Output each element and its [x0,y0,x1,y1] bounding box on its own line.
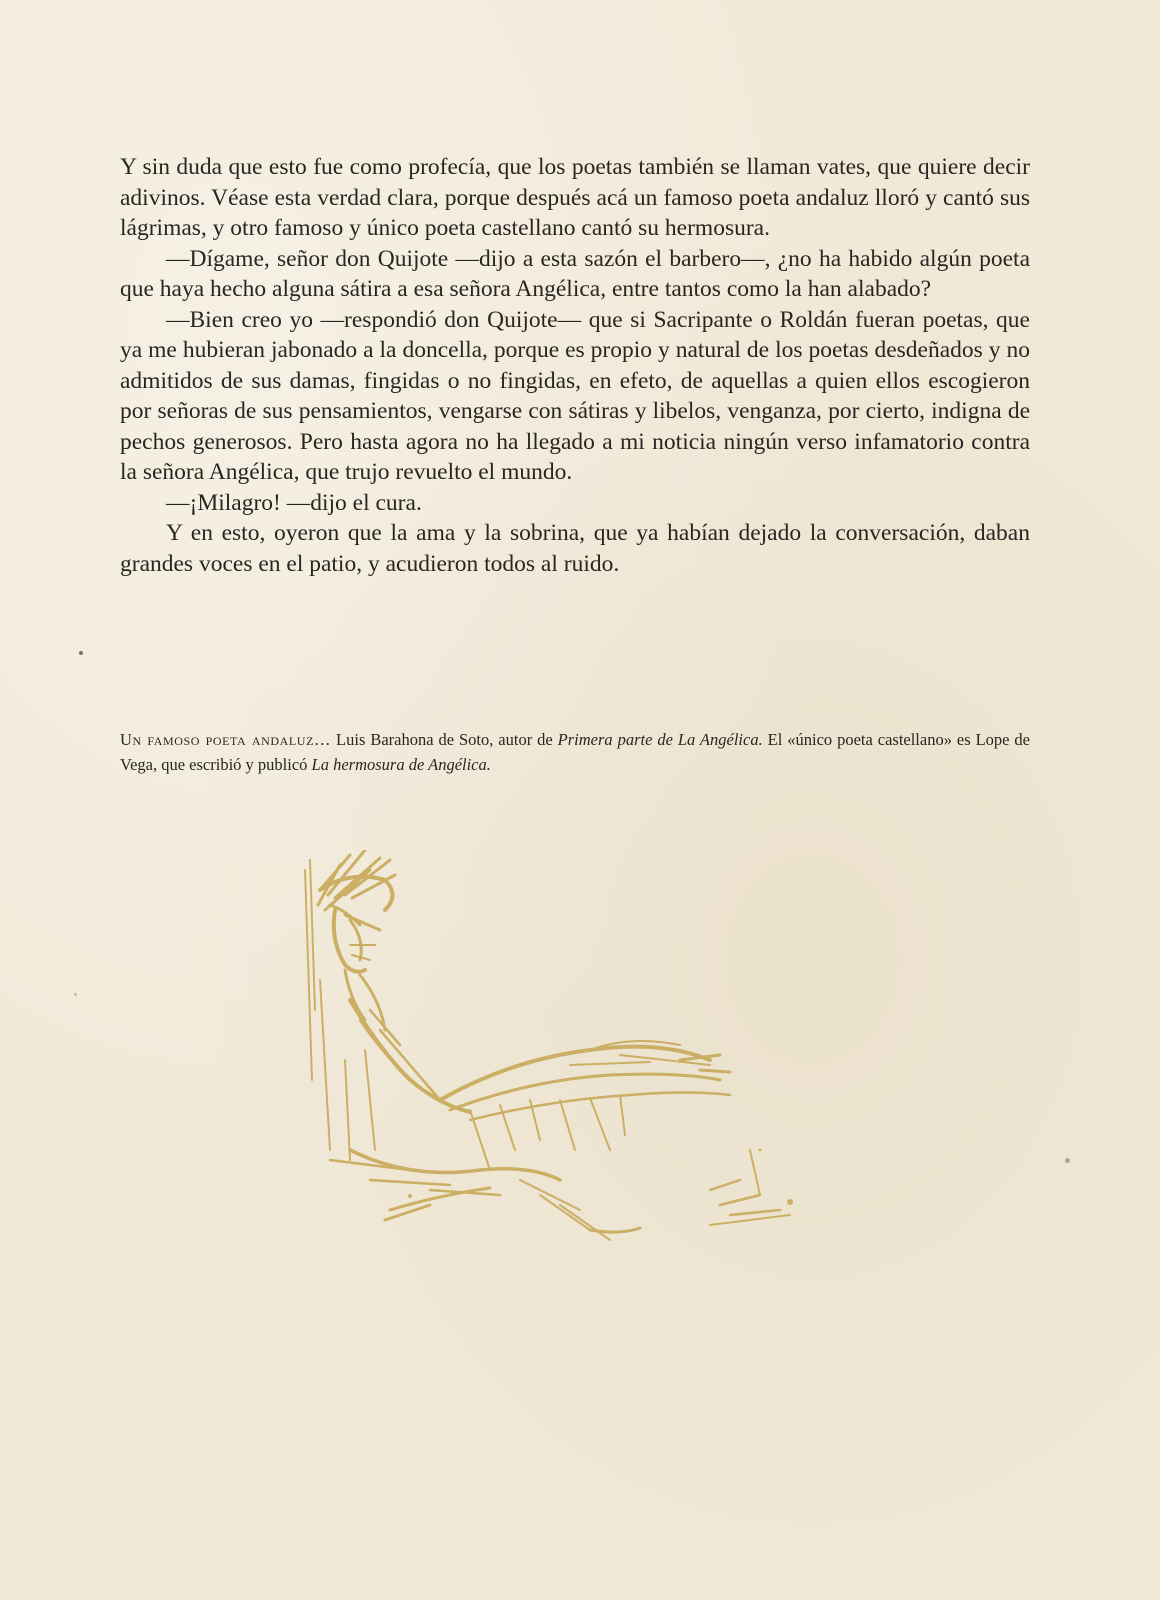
footnote-title-1: Primera parte de La Angélica. [557,730,763,749]
paragraph-1: Y sin duda que esto fue como profecía, que los poetas también se llaman vates, que quiere decir adivinos. Véase esta verdad clara, porque después acá un famoso poeta andaluz lloró y cantó sus lágrimas, y otro famoso y único poeta castellano cantó su hermosura. [120,154,1030,241]
paragraph-5: Y en esto, oyeron que la ama y la sobrina, que ya habían dejado la conversación, daban grandes voces en el patio, y acudieron todos al ruido. [120,520,1030,577]
paper-speck [74,993,77,996]
footnote-lemma: Un famoso poeta andaluz… [120,730,332,749]
footnote-text-2: El «único poeta castellano» es Lope de Vega, que escribió y publicó [120,730,1030,774]
footnote-text-1: Luis Barahona de Soto, autor de [331,730,558,749]
footnote-title-2: La hermosura de Angélica. [311,755,491,774]
paper-speck [1065,1158,1070,1163]
body-text [120,152,1030,579]
paper-speck [79,651,83,655]
footnote [120,727,1030,777]
gold-sketch-illustration [290,850,830,1270]
paragraph-4: —¡Milagro! —dijo el cura. [166,489,422,516]
paragraph-3: —Bien creo yo —respondió don Quijote— que si Sacripante o Roldán fueran poetas, que ya me hubieran jabonado a la doncella, porque es propio y natural de los poetas desdeñados y no admitidos de sus damas, fingidas o no fingidas, en efeto, de aquellas a quien ellos escogieron por señoras de sus pensamientos, vengarse con sátiras y libelos, venganza, por cierto, indigna de pechos generosos. Pero hasta agora no ha llegado a mi noticia ningún verso infamatorio contra la señora Angélica, que trujo revuelto el mundo. [120,306,1030,485]
paragraph-2: —Dígame, señor don Quijote —dijo a esta sazón el barbero—, ¿no ha habido algún poeta que haya hecho alguna sátira a esa señora Angélica, entre tantos como la han alabado? [120,245,1030,302]
